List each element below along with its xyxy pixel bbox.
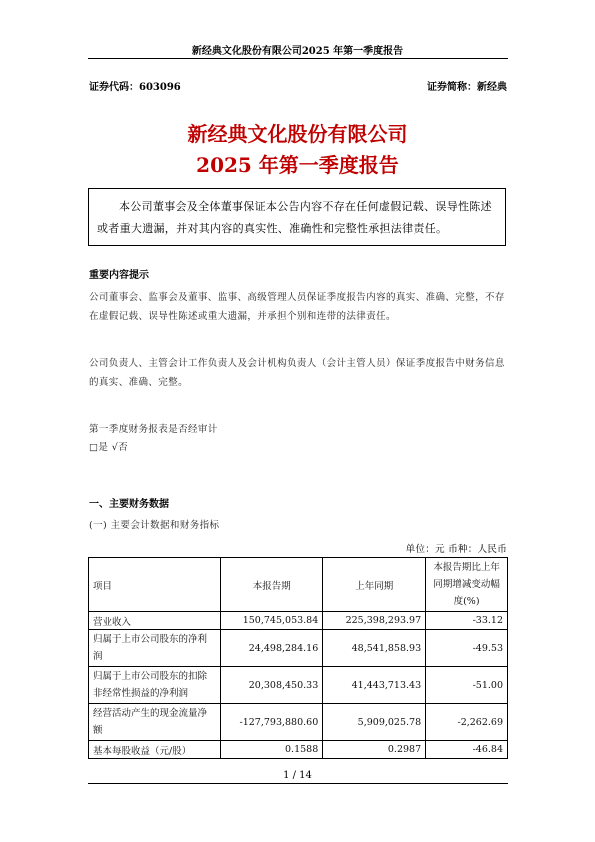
table-row xyxy=(89,612,508,630)
audit-answer: □是 √否 xyxy=(89,442,129,453)
board-notice-box xyxy=(88,188,506,246)
row-change: -2,262.69 xyxy=(426,704,508,741)
table-header-row xyxy=(89,558,508,612)
header-item: 项目 xyxy=(89,558,221,612)
page-number: 1 / 14 xyxy=(283,770,312,781)
important-para-2: 公司负责人、主管会计工作负责人及会计机构负责人（会计主管人员）保证季度报告中财务信息的真实、准确、完整。 xyxy=(89,358,505,388)
row-item: 归属于上市公司股东的净利润 xyxy=(89,630,221,667)
company-title: 新经典文化股份有限公司 xyxy=(187,122,408,146)
table-row xyxy=(89,741,508,759)
row-prior: 41,443,713.43 xyxy=(323,667,426,704)
row-item: 归属于上市公司股东的扣除非经常性损益的净利润 xyxy=(89,667,221,704)
board-notice-text: 本公司董事会及全体董事保证本公告内容不存在任何虚假记载、误导性陈述或者重大遗漏，并对其内容的真实性、准确性和完整性承担法律责任。 xyxy=(97,200,492,235)
security-short-name: 证券简称：新经典 xyxy=(427,82,507,93)
important-para-1: 公司董事会、监事会及董事、监事、高级管理人员保证季度报告内容的真实、准确、完整，不存在虚假记载、误导性陈述或重大遗漏，并承担个别和连带的法律责任。 xyxy=(89,292,505,322)
row-current: 24,498,284.16 xyxy=(221,630,323,667)
row-change: -33.12 xyxy=(426,612,508,630)
header-divider xyxy=(88,58,508,59)
audit-question: 第一季度财务报表是否经审计 xyxy=(89,424,218,435)
row-item: 营业收入 xyxy=(89,612,221,630)
row-prior: 225,398,293.97 xyxy=(323,612,426,630)
section1-heading: 一、主要财务数据 xyxy=(89,499,169,510)
header-current: 本报告期 xyxy=(221,558,323,612)
row-change: -49.53 xyxy=(426,630,508,667)
row-current: 0.1588 xyxy=(221,741,323,759)
table-row xyxy=(89,704,508,741)
report-title: 2025 年第一季度报告 xyxy=(196,153,399,177)
security-code: 证券代码：603096 xyxy=(89,82,181,93)
row-current: 20,308,450.33 xyxy=(221,667,323,704)
row-item: 基本每股收益（元/股） xyxy=(89,741,221,759)
table-row xyxy=(89,667,508,704)
running-header: 新经典文化股份有限公司2025 年第一季度报告 xyxy=(191,46,404,57)
row-prior: 48,541,858.93 xyxy=(323,630,426,667)
header-change: 本报告期比上年同期增减变动幅度(%) xyxy=(426,558,508,612)
unit-currency-note: 单位：元 币种：人民币 xyxy=(405,544,507,555)
row-change: -46.84 xyxy=(426,741,508,759)
footer-divider xyxy=(88,783,508,784)
table-row xyxy=(89,630,508,667)
header-prior: 上年同期 xyxy=(323,558,426,612)
row-change: -51.00 xyxy=(426,667,508,704)
row-prior: 5,909,025.78 xyxy=(323,704,426,741)
row-current: -127,793,880.60 xyxy=(221,704,323,741)
section1-subheading: (一) 主要会计数据和财务指标 xyxy=(89,520,220,531)
important-heading: 重要内容提示 xyxy=(89,270,149,281)
financial-data-table xyxy=(88,557,508,759)
row-item: 经营活动产生的现金流量净额 xyxy=(89,704,221,741)
row-current: 150,745,053.84 xyxy=(221,612,323,630)
row-prior: 0.2987 xyxy=(323,741,426,759)
